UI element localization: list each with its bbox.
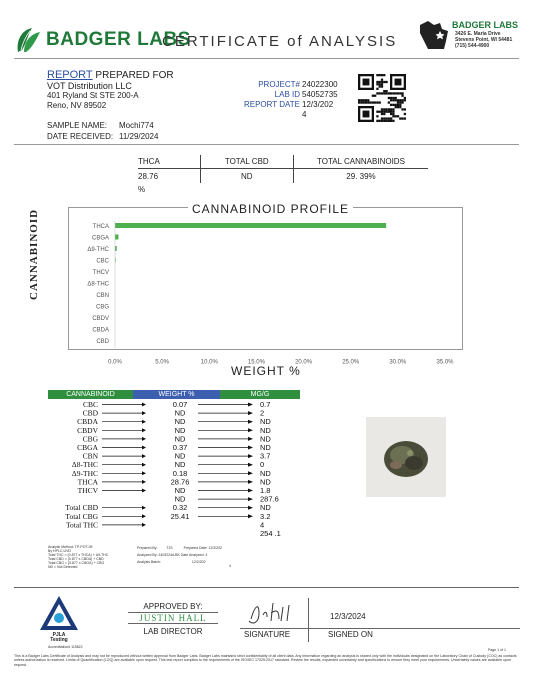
lab-phone: (715) 544-4900 <box>455 43 490 49</box>
date-received-label: DATE RECEIVED: <box>47 132 114 141</box>
chart-x-label: WEIGHT % <box>231 364 301 378</box>
report-label: REPORT <box>47 69 93 81</box>
result-mg: ND <box>260 434 271 444</box>
summary-thca-unit: % <box>138 184 146 194</box>
result-weight: 0.18 <box>172 468 188 478</box>
approver-title: LAB DIRECTOR <box>143 627 203 636</box>
chart-x-tick-label: 5.0% <box>155 359 169 365</box>
chart-bar <box>115 223 386 228</box>
result-cannabinoid: CBG <box>82 434 98 444</box>
chart-x-tick-label: 0.0% <box>108 359 122 365</box>
analyst-notes <box>137 546 257 568</box>
nd-note: ND = Not Detected <box>48 565 78 569</box>
chart-y-label: CANNABINOID <box>28 208 40 300</box>
lab-address-line-1: 3426 E. Maria Drive <box>455 31 501 37</box>
pjla-text <box>44 633 74 643</box>
formula-cbg: Total CBG = (0.877 x CBGA) + CBG <box>48 561 105 565</box>
lab-id-label: LAB ID <box>274 90 300 99</box>
summary-table <box>138 155 428 195</box>
lab-contact-block <box>410 16 520 56</box>
result-cannabinoid: THCA <box>77 477 98 487</box>
result-arrowhead <box>248 471 253 475</box>
result-weight: 0.07 <box>172 400 188 409</box>
result-arrowhead <box>142 480 146 484</box>
result-weight: ND <box>174 434 186 444</box>
summary-header-total-cbd: TOTAL CBD <box>224 157 269 166</box>
wisconsin-map-icon <box>418 19 452 51</box>
chart-title: CANNABINOID PROFILE <box>188 202 353 216</box>
result-arrowhead <box>142 463 146 467</box>
sample-name-label: SAMPLE NAME: <box>47 121 108 130</box>
result-mg: 287.6 <box>260 494 279 504</box>
prepared-by: TJS <box>166 546 173 550</box>
report-date: 12/3/202 <box>302 100 334 109</box>
result-arrowhead <box>142 411 146 415</box>
result-arrowhead <box>248 480 253 484</box>
result-arrowhead <box>248 420 253 424</box>
result-arrowhead <box>248 463 253 467</box>
formula-thc: Total THC = (0.877 x THCA) + Δ9-THC <box>48 553 109 557</box>
result-mg: 2 <box>260 408 265 418</box>
result-weight: ND <box>174 451 186 461</box>
result-arrowhead <box>248 497 253 501</box>
accreditation-number: Accreditation# 115822 <box>48 645 83 649</box>
disclaimer: This is a Badger Labs Certificate of Analysis and may not be reproduced without written approval from Badger Labs. Badger Labs maintains strict confidentiality of all client data. Any information regarding an analysis is shared only with the individuals designated on the Laboratory Chain of Custody (COC) as contacts unless authorization is received. Limits of Quantification (LOQ) are available upon request. This test report complies to the requirements of the ISO/IEC 17025:2017 standard. Review the results, expanded uncertainty and specifications to ensure they meet your requirements. Uncertainty values are available upon request. <box>14 654 517 667</box>
report-heading <box>47 69 174 81</box>
result-mg: ND <box>260 425 271 435</box>
report-date-cont: 4 <box>302 110 307 119</box>
prepared-date-label: Prepared Date: <box>183 546 208 550</box>
results-header-mg: MG/G <box>220 390 300 399</box>
result-arrowhead <box>248 506 253 510</box>
lab-id: 54052735 <box>302 90 338 99</box>
signature-line <box>240 628 520 629</box>
chart-category-label: THCA <box>92 224 109 230</box>
sample-info <box>47 120 158 142</box>
footer-divider <box>14 587 519 588</box>
analyzed-date: 4 <box>205 553 208 557</box>
result-mg: ND <box>260 468 271 478</box>
result-arrowhead <box>142 420 146 424</box>
result-cannabinoid: CBDV <box>77 425 98 435</box>
cannabinoid-bar-chart <box>70 215 463 365</box>
result-mg: 3.2 <box>260 511 271 521</box>
result-weight: ND <box>174 486 186 495</box>
result-cannabinoid: CBN <box>82 451 98 461</box>
prepared-for-label: PREPARED FOR <box>95 70 174 81</box>
lab-name: BADGER LABS <box>452 20 519 30</box>
qr-code[interactable] <box>358 74 406 122</box>
signature-label: SIGNATURE <box>244 630 291 639</box>
result-weight: 28.76 <box>170 477 190 487</box>
date-received: 11/29/2024 <box>119 132 159 141</box>
result-mg: ND <box>260 477 271 487</box>
prepared-date: 12/2/202 <box>208 546 222 550</box>
approver-name: JUSTIN HALL <box>139 613 207 623</box>
results-header-cannabinoid: CANNABINOID <box>48 390 133 399</box>
lab-address <box>455 31 512 49</box>
result-arrowhead <box>142 506 146 510</box>
client-address-2: Reno, NV 89502 <box>47 101 107 110</box>
results-header <box>48 390 300 399</box>
client-name: VOT Distribution LLC <box>47 81 132 91</box>
prepared-by-label: Prepared By: <box>137 546 158 550</box>
summary-header-total-cannabinoids: TOTAL CANNABINOIDS <box>317 157 405 166</box>
result-cannabinoid: CBC <box>82 400 98 409</box>
page-number: Page 1 of 1 <box>488 648 506 652</box>
project-info <box>234 80 359 120</box>
chart-category-label: THCV <box>92 270 109 276</box>
result-arrowhead <box>142 471 146 475</box>
analyzed-date-label: Date Analyzed: <box>180 553 205 557</box>
project-label: PROJECT# <box>258 80 300 89</box>
summary-total-cbd-value: ND <box>240 171 253 181</box>
method-line-1: Analytic Method: TP-POT-05 <box>48 545 93 549</box>
approval-block <box>128 602 218 636</box>
project-number: 24022300 <box>302 80 338 89</box>
result-mg: ND <box>260 503 271 513</box>
batch-date-cont: 4 <box>229 564 231 568</box>
result-cannabinoid: CBD <box>82 408 98 418</box>
result-mg: 3.7 <box>260 451 271 461</box>
chart-category-label: CBDV <box>92 316 109 322</box>
results-table <box>48 400 308 545</box>
result-arrowhead <box>248 428 253 432</box>
result-mg: 4 <box>260 520 265 530</box>
result-mg: 254 .1 <box>260 529 281 538</box>
pjla-name: PJLA <box>52 632 66 638</box>
chart-bar <box>115 246 117 251</box>
result-cannabinoid: THCV <box>77 486 98 495</box>
result-weight: ND <box>174 408 186 418</box>
logo-text: BADGER LABS <box>46 29 191 50</box>
header-divider <box>14 58 519 59</box>
formula-cbd: Total CBD = (0.877 x CBDA) + CBD <box>48 557 104 561</box>
result-mg: ND <box>260 443 271 452</box>
result-cannabinoid: Total CBD <box>65 503 98 513</box>
chart-category-label: CBGA <box>91 235 109 242</box>
chart-x-tick-label: 35.0% <box>436 359 454 365</box>
client-address-1: 401 Ryland St STE 200-A <box>47 91 139 100</box>
result-arrowhead <box>248 437 253 441</box>
chart-category-label: Δ8-THC <box>87 281 109 288</box>
chart-category-label: CBN <box>96 293 109 299</box>
batch-label: Analysis Batch: <box>137 560 161 564</box>
result-weight: ND <box>174 494 186 504</box>
signature-image <box>243 599 303 627</box>
chart-category-label: CBD <box>96 339 109 345</box>
leaf-icon <box>14 26 42 54</box>
result-cannabinoid: CBGA <box>77 443 98 452</box>
signature-separator <box>308 598 309 642</box>
result-cannabinoid: Δ8-THC <box>71 460 98 470</box>
result-cannabinoid: Total THC <box>65 520 98 530</box>
document-title: CERTIFICATE of ANALYSIS <box>162 33 398 50</box>
pjla-logo-icon <box>38 594 80 634</box>
batch-date: 12/2/202 <box>191 560 206 564</box>
chart-category-label: CBG <box>95 304 109 311</box>
analyzed-by-label: Analyzed By: <box>137 553 158 557</box>
result-weight: 0.37 <box>172 443 188 452</box>
result-arrowhead <box>142 446 146 450</box>
section-divider <box>14 144 519 145</box>
pjla-testing: Testing <box>50 637 68 643</box>
result-mg: 0.7 <box>260 400 271 409</box>
result-arrowhead <box>142 514 146 518</box>
result-mg: ND <box>260 417 271 427</box>
signed-date: 12/3/2024 <box>330 612 366 621</box>
chart-x-tick-label: 25.0% <box>342 359 360 365</box>
approved-by-label: APPROVED BY: <box>143 602 203 611</box>
result-arrowhead <box>142 489 146 493</box>
sample-photo <box>366 417 446 497</box>
chart-category-label: CBDA <box>92 327 109 334</box>
result-weight: ND <box>174 460 186 470</box>
chart-x-tick-label: 30.0% <box>389 359 407 365</box>
chart-category-label: CBC <box>96 258 109 265</box>
result-arrowhead <box>248 489 253 493</box>
result-cannabinoid: Total CBG <box>65 511 98 521</box>
result-arrowhead <box>248 403 253 407</box>
result-arrowhead <box>248 446 253 450</box>
summary-total-cannabinoids-value: 29. 39% <box>346 171 376 181</box>
result-mg: 1.8 <box>260 486 271 495</box>
result-arrowhead <box>142 403 146 407</box>
method-line-2: By HPLC-UVD <box>48 549 71 553</box>
result-cannabinoid: Δ9-THC <box>71 468 98 478</box>
result-arrowhead <box>142 454 146 458</box>
analyzed-by: 2403224d-BK <box>158 553 180 557</box>
results-header-weight: WEIGHT % <box>133 390 220 399</box>
chart-x-tick-label: 10.0% <box>200 359 218 365</box>
chart-category-label: Δ9-THC <box>87 247 109 253</box>
report-date-label: REPORT DATE <box>243 100 300 109</box>
summary-thca-value: 28.76 <box>138 171 159 181</box>
method-notes <box>48 545 128 569</box>
result-arrowhead <box>142 428 146 432</box>
result-weight: 25.41 <box>170 511 190 521</box>
sample-name: Mochi774 <box>119 121 154 130</box>
result-mg: 0 <box>260 460 265 470</box>
result-weight: ND <box>174 425 186 435</box>
result-arrowhead <box>248 514 253 518</box>
result-weight: ND <box>174 417 186 427</box>
result-weight: 0.32 <box>172 503 188 513</box>
result-arrowhead <box>142 523 146 527</box>
chart-bar <box>115 235 118 240</box>
result-arrowhead <box>142 437 146 441</box>
chart-x-tick-label: 20.0% <box>295 359 313 365</box>
signed-on-label: SIGNED ON <box>328 630 373 639</box>
result-arrowhead <box>248 454 253 458</box>
client-block <box>47 81 139 111</box>
chart-x-tick-label: 15.0% <box>247 359 265 365</box>
result-cannabinoid: CBDA <box>77 417 98 427</box>
summary-header-thca: THCA <box>138 157 160 166</box>
lab-address-line-2: Stevens Point, WI 54481 <box>455 37 513 43</box>
result-arrowhead <box>248 411 253 415</box>
